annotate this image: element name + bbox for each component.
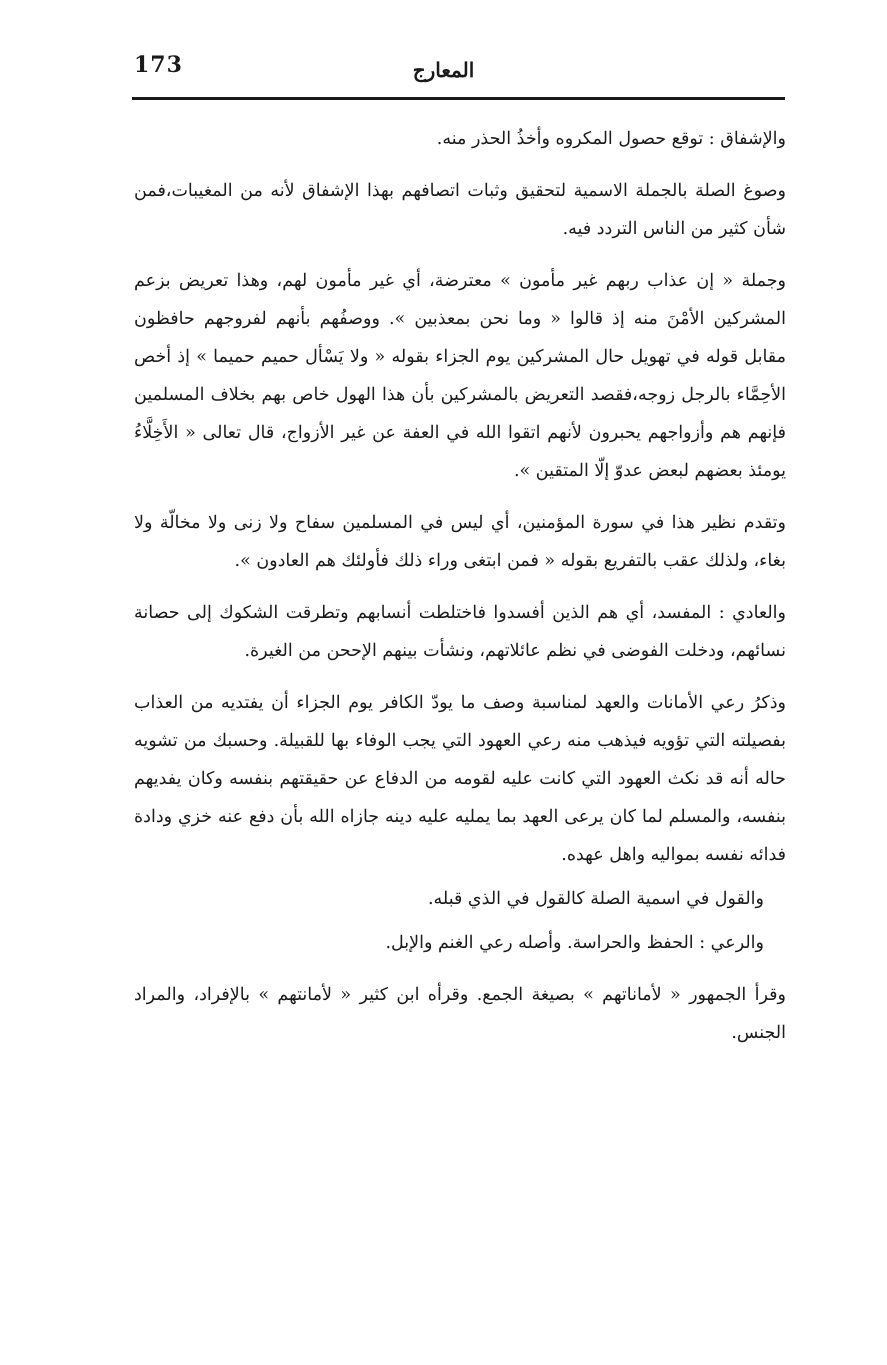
paragraph: وقرأ الجمهور « لأماناتهم » بصيغة الجمع. وقرأه ابن كثير « لأمانتهم » بالإفراد، والمراد الجنس.: [134, 985, 786, 1043]
paragraph: وتقدم نظير هذا في سورة المؤمنين، أي ليس في المسلمين سفاح ولا زنى ولا مخالّة ولا بغاء، ولذلك عقب بالتفريع بقوله « فمن ابتغى وراء ذلك فأولئك هم العادون ».: [134, 513, 786, 571]
paragraph: والعادي : المفسد، أي هم الذين أفسدوا فاختلطت أنسابهم وتطرقت الشكوك إلى حصانة نسائهم، ودخلت الفوضى في نظم عائلاتهم، ونشأت بينهم الإححن من الغيرة.: [134, 603, 786, 661]
page-number: 173: [134, 52, 183, 78]
paragraph: والإشفاق : توقع حصول المكروه وأخذُ الحذر منه.: [436, 129, 786, 149]
paragraph: والرعي : الحفظ والحراسة. وأصله رعي الغنم والإبل.: [385, 933, 764, 953]
running-head: المعارج: [412, 58, 475, 82]
paragraph: والقول في اسمية الصلة كالقول في الذي قبله.: [427, 889, 764, 909]
page-body: [134, 120, 786, 1066]
paragraph: وذكرُ رعي الأمانات والعهد لمناسبة وصف ما يودّ الكافر يوم الجزاء أن يفتديه من العذاب بفصيلته التي تؤويه فيذهب منه رعي العهود التي يجب الوفاء بها للقبيلة. وحسبك من تشويه حاله أنه قد نكث العهود التي كانت عليه لقومه من الدفاع عن حقيقتهم بنفسه وكان يفديهم بنفسه، والمسلم لما كان يرعى العهد بما يمليه عليه دينه جازاه الله بأن دفع عنه خزي ودادة فدائه نفسه بمواليه واهل عهده.: [134, 693, 786, 865]
header-rule: [132, 97, 785, 100]
paragraph: وجملة « إن عذاب ربهم غير مأمون » معترضة، أي غير مأمون لهم، وهذا تعريض بزعم المشركين الأمْنَ منه إذ قالوا « وما نحن بمعذبين ». ووصفُهم بأنهم لفروجهم حافظون مقابل قوله في تهويل حال المشركين يوم الجزاء بقوله « ولا يَسْأل حميم حميما » إذ أخص الأحِمَّاء بالرجل زوجه،فقصد التعريض بالمشركين بأن هذا الهول خاص بهم بخلاف المسلمين فإنهم هم وأزواجهم يحبرون لأنهم اتقوا الله في العفة عن غير الأزواج، قال تعالى « الأَخِلَّاءُ يومئذ بعضهم لبعض عدوّ إلّا المتقين ».: [134, 271, 786, 481]
paragraph: وصوغ الصلة بالجملة الاسمية لتحقيق وثبات اتصافهم بهذا الإشفاق لأنه من المغيبات،فمن شأن كثير من الناس التردد فيه.: [134, 181, 786, 239]
